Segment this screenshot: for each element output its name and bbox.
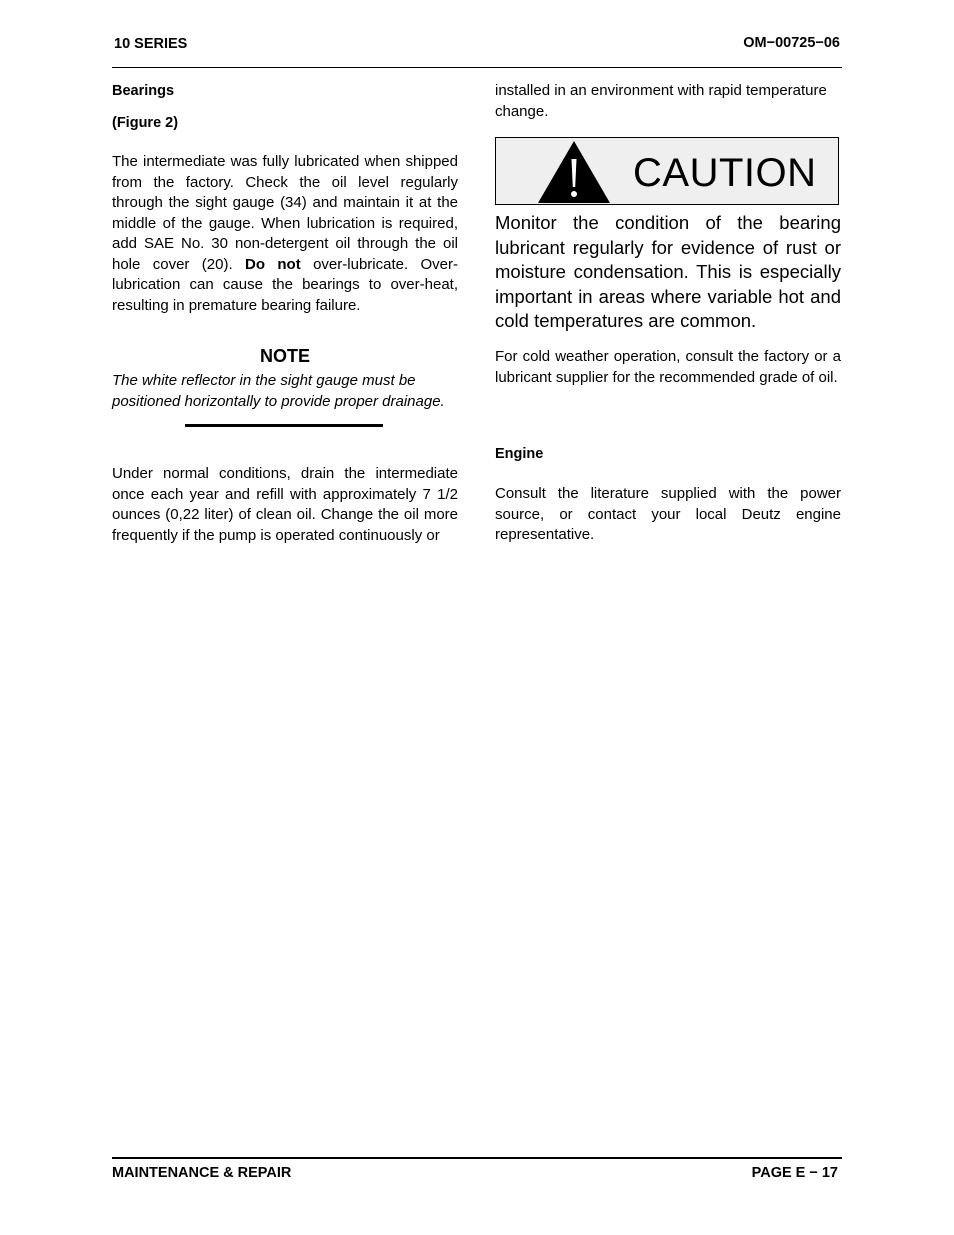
bearings-paragraph-text: The intermediate was fully lubricated when shipped from the factory. Check the oil level regularly through the sight gauge (34) and maintain it at the middle of the gauge. When lubrication is required, add SAE No. 30 non-detergent oil through the oil hole cover (20). xyxy=(112,153,458,273)
header-doc-number: OM−00725−06 xyxy=(743,35,840,51)
cold-weather-paragraph: For cold weather operation, consult the factory or a lubricant supplier for the recommended grade of oil. xyxy=(495,348,841,386)
caution-label: CAUTION xyxy=(633,151,817,195)
bearings-paragraph xyxy=(112,152,458,316)
header-series: 10 SERIES xyxy=(114,36,188,52)
figure-reference: (Figure 2) xyxy=(112,115,179,131)
header-rule xyxy=(112,67,842,68)
section-heading-bearings: Bearings xyxy=(112,83,175,99)
warning-triangle-icon xyxy=(537,141,611,203)
drain-paragraph: Under normal conditions, drain the intermediate once each year and refill with approximately 7 1/2 ounces (0,22 liter) of clean oil. Change the oil more frequently if the pump is operated continuously or xyxy=(112,465,458,544)
note-end-rule xyxy=(185,424,383,427)
caution-text: Monitor the condition of the bearing lubricant regularly for evidence of rust or moisture condensation. This is especially important in areas where variable hot and cold temperatures are common. xyxy=(495,212,841,331)
footer-rule xyxy=(112,1157,842,1159)
footer-section: MAINTENANCE & REPAIR xyxy=(112,1165,292,1181)
continuation-text: installed in an environment with rapid temperature change. xyxy=(495,82,827,120)
page-number: PAGE E − 17 xyxy=(751,1165,838,1181)
note-text: The white reflector in the sight gauge must be positioned horizontally to provide proper drainage. xyxy=(112,372,445,410)
do-not-emphasis: Do not xyxy=(245,255,301,273)
bearings-paragraph-text-end: over-lubricate. Over-lubrication can cause the bearings to over-heat, resulting in premature bearing failure. xyxy=(112,255,459,314)
section-heading-engine: Engine xyxy=(495,446,544,462)
note-title: NOTE xyxy=(259,346,310,366)
engine-paragraph: Consult the literature supplied with the power source, or contact your local Deutz engine representative. xyxy=(495,485,841,543)
caution-box xyxy=(495,137,839,205)
